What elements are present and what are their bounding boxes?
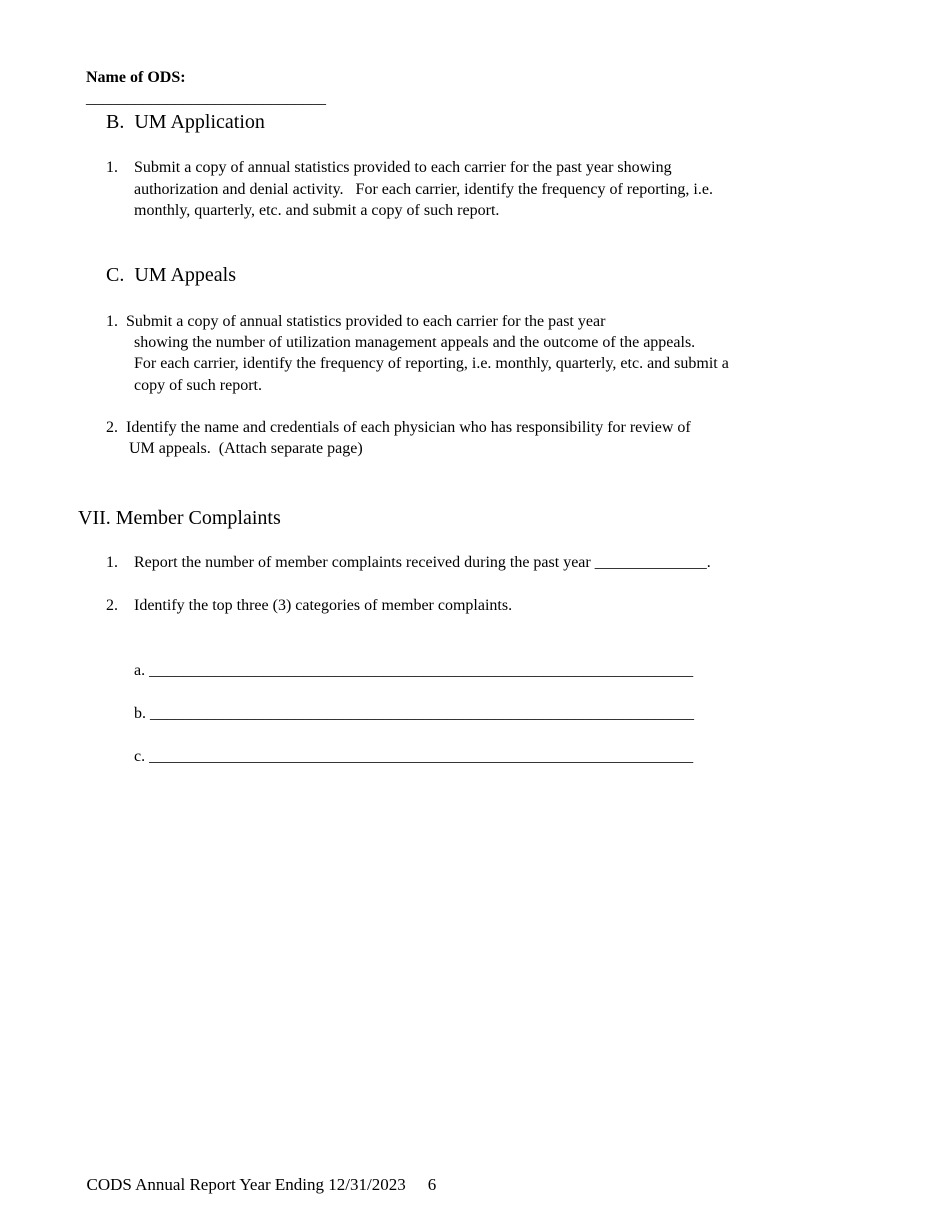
section-vii-item2-number: 2. [106,597,118,614]
section-b-item1-line3: monthly, quarterly, etc. and submit a copy of such report. [134,202,500,219]
section-vii-title: VII. Member Complaints [78,507,281,529]
section-b-item1-line1: Submit a copy of annual statistics provided to each carrier for the past year showing [134,159,672,176]
section-vii-item1-text[interactable]: Report the number of member complaints received during the past year ______________. [134,554,711,571]
section-c-item2-line2: UM appeals. (Attach separate page) [129,440,363,457]
section-vii-item2-text: Identify the top three (3) categories of member complaints. [134,597,513,614]
section-c-item1-line1: 1. Submit a copy of annual statistics provided to each carrier for the past year [106,313,606,330]
ods-name-blank[interactable]: ______________________________ [86,90,326,107]
section-c-item1-line4: copy of such report. [134,377,262,394]
section-c-title: C. UM Appeals [106,264,236,286]
footer-text: CODS Annual Report Year Ending 12/31/2023 [86,1175,406,1194]
complaint-category-line-a[interactable]: a. ____________________________________________________________________ [134,662,694,679]
section-b-item1-line2: authorization and denial activity. For each carrier, identify the frequency of reporting, i.e. [134,181,713,198]
section-c-item1-line2: showing the number of utilization management appeals and the outcome of the appeals. [134,334,696,351]
section-c-item1-line3: For each carrier, identify the frequency of reporting, i.e. monthly, quarterly, etc. and submit a [134,355,729,372]
ods-name-line [78,46,326,109]
page-number: 6 [427,1175,437,1194]
footer [78,1153,436,1195]
ods-name-label: Name of ODS: [86,69,186,86]
section-b-item1-number: 1. [106,159,118,176]
section-c-item2-line1: 2. Identify the name and credentials of each physician who has responsibility for review of [106,419,691,436]
section-vii-item1-number: 1. [106,554,118,571]
section-b-title: B. UM Application [106,111,265,133]
complaint-category-line-c[interactable]: c. ____________________________________________________________________ [134,748,694,765]
complaint-category-line-b[interactable]: b. ____________________________________________________________________ [134,705,694,722]
